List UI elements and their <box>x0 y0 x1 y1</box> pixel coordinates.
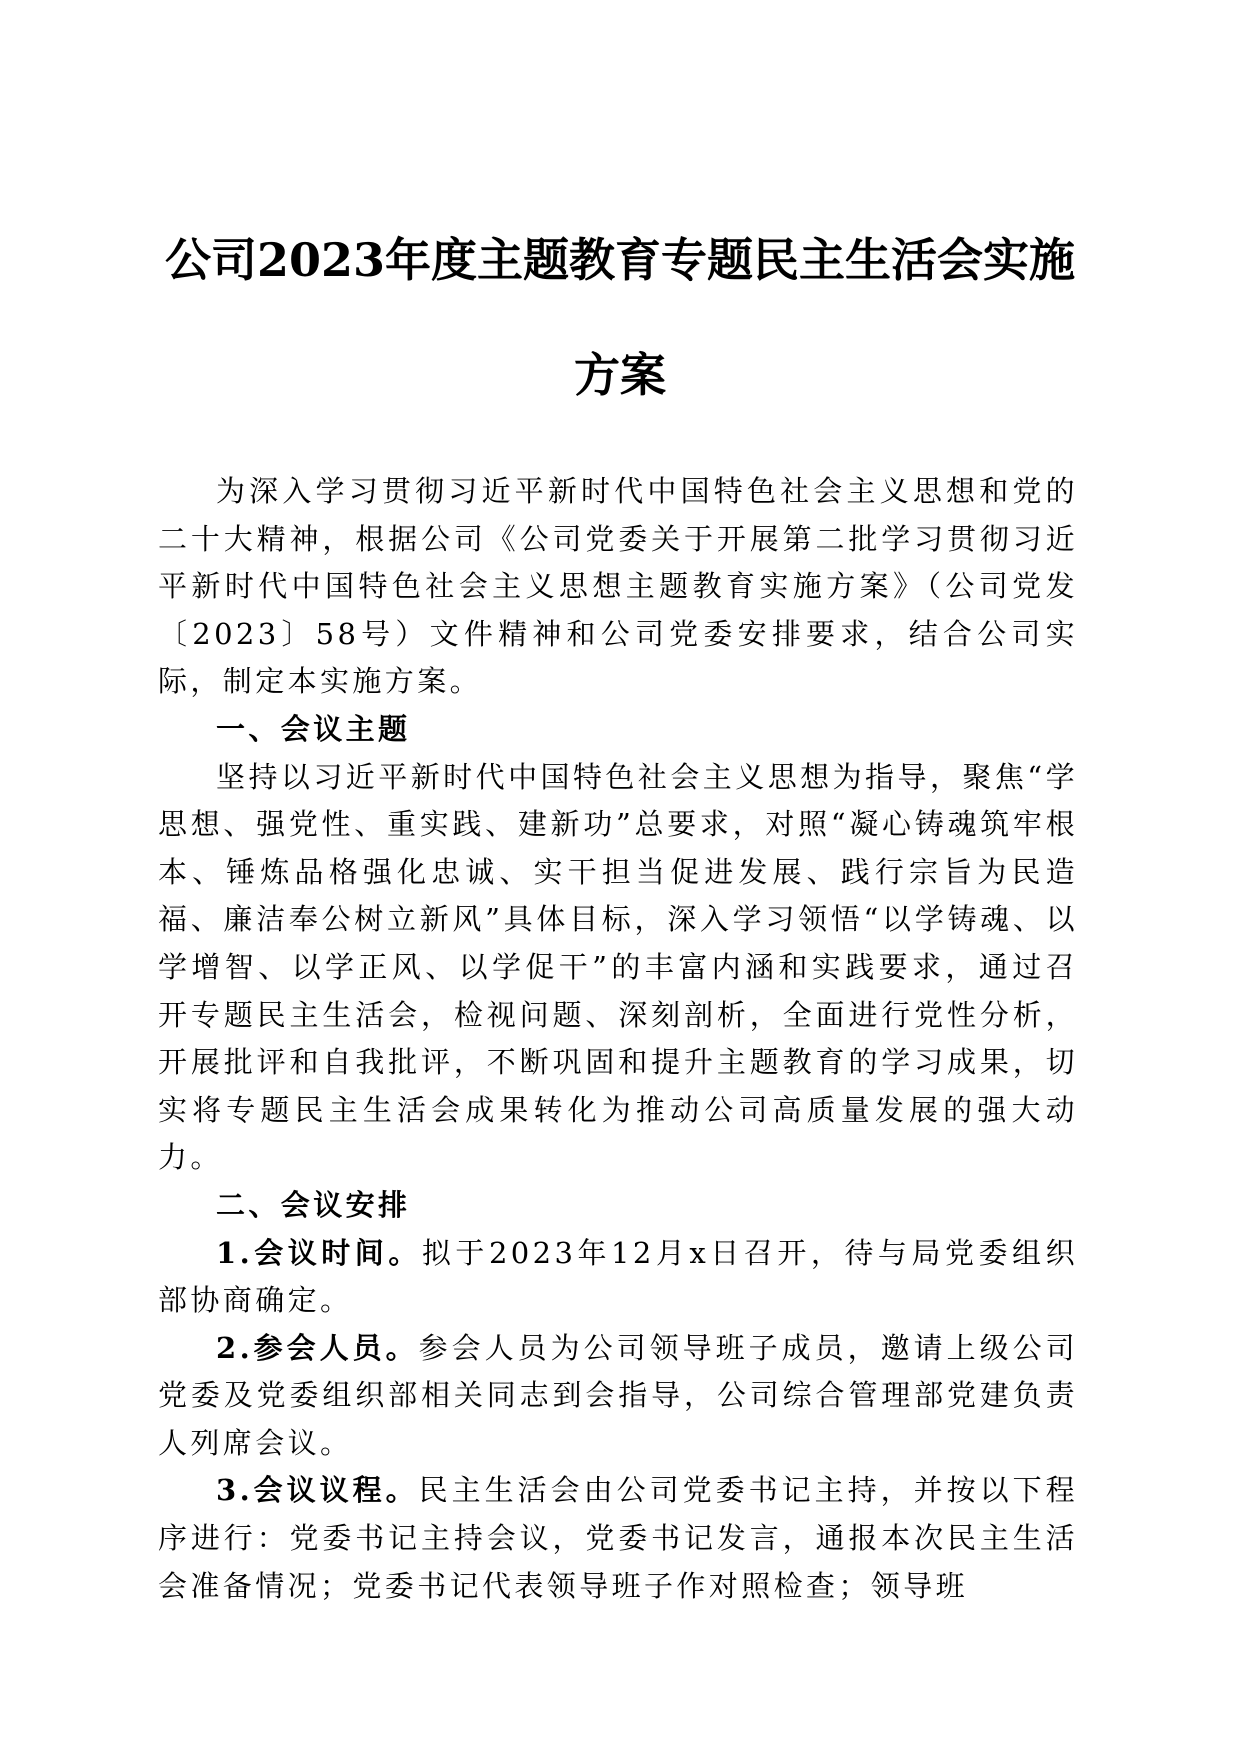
item-meeting-time <box>158 1230 1078 1325</box>
item-agenda-label: 3.会议议程。 <box>216 1473 419 1508</box>
item-agenda-text: 民主生活会由公司党委书记主持，并按以下程序进行：党委书记主持会议，党委书记发言，通报本次民主生活会准备情况；党委书记代表领导班子作对照检查；领导班 <box>158 1473 1078 1603</box>
section-heading-arrangement: 二、会议安排 <box>216 1187 411 1222</box>
theme-paragraph: 坚持以习近平新时代中国特色社会主义思想为指导，聚焦“学思想、强党性、重实践、建新功”总要求，对照“凝心铸魂筑牢根本、锤炼品格强化忠诚、实干担当促进发展、践行宗旨为民造福、廉洁奉公树立新风”具体目标，深入学习领悟“以学铸魂、以学增智、以学正风、以学促干”的丰富内涵和实践要求，通过召开专题民主生活会，检视问题、深刻剖析，全面进行党性分析，开展批评和自我批评，不断巩固和提升主题教育的学习成果，切实将专题民主生活会成果转化为推动公司高质量发展的强大动力。 <box>158 759 1078 1175</box>
item-meeting-time-label: 1.会议时间。 <box>216 1235 422 1270</box>
item-attendees-label: 2.参会人员。 <box>216 1330 419 1365</box>
document-title-line-2: 方案 <box>574 348 666 402</box>
item-meeting-time-text: 拟于2023年12月x日召开，待与局党委组织部协商确定。 <box>158 1235 1078 1318</box>
document-title-line-1: 公司2023年度主题教育专题民主生活会实施 <box>164 233 1076 287</box>
section-heading-theme: 一、会议主题 <box>216 711 411 746</box>
item-attendees <box>158 1325 1078 1468</box>
intro-paragraph: 为深入学习贯彻习近平新时代中国特色社会主义思想和党的二十大精神，根据公司《公司党委关于开展第二批学习贯彻习近平新时代中国特色社会主义思想主题教育实施方案》（公司党发〔2023〕58号）文件精神和公司党委安排要求，结合公司实际，制定本实施方案。 <box>158 474 1078 699</box>
item-attendees-text: 参会人员为公司领导班子成员，邀请上级公司党委及党委组织部相关同志到会指导，公司综合管理部党建负责人列席会议。 <box>158 1330 1078 1460</box>
document-body <box>158 468 1078 1610</box>
item-agenda <box>158 1467 1078 1610</box>
